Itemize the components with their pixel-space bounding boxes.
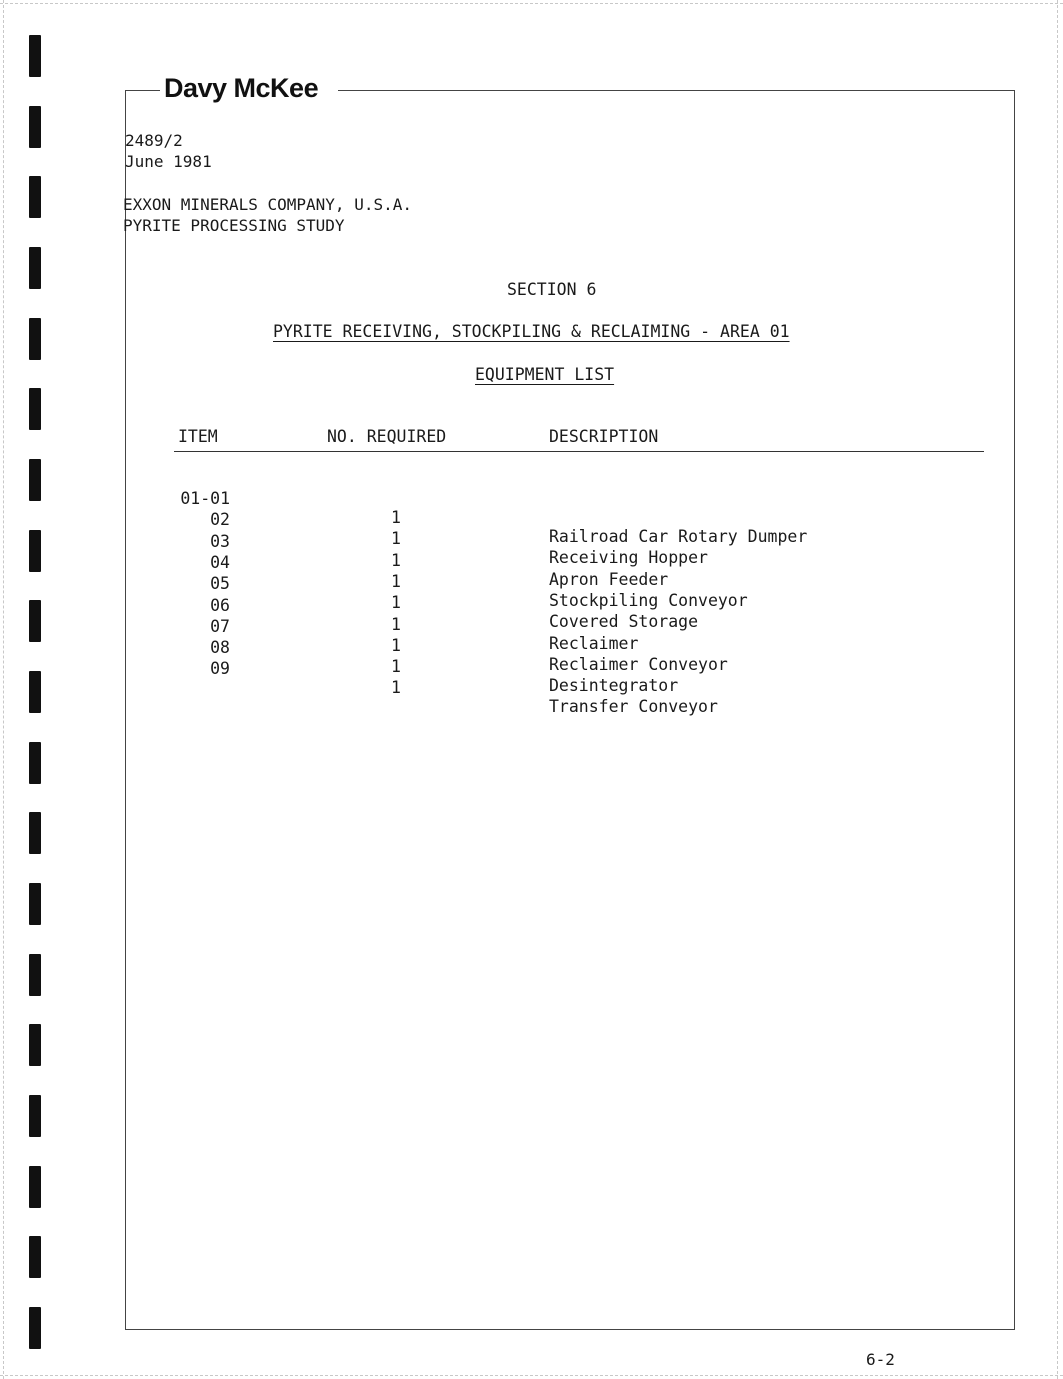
quantity-required: 1 — [391, 657, 401, 677]
column-header-no-required: NO. REQUIRED — [327, 427, 447, 446]
binder-hole — [29, 954, 41, 996]
item-number: 04 — [210, 552, 230, 572]
table-header-rule — [174, 451, 984, 452]
binder-hole — [29, 812, 41, 854]
item-number: 02 — [210, 510, 230, 530]
item-description: Apron Feeder — [549, 569, 669, 589]
binder-hole — [29, 176, 41, 218]
document-date: June 1981 — [125, 152, 212, 171]
quantity-required: 1 — [391, 529, 401, 549]
binder-hole — [29, 106, 41, 148]
item-description: Reclaimer — [549, 633, 639, 653]
quantity-required: 1 — [391, 678, 401, 698]
study-title: PYRITE PROCESSING STUDY — [123, 216, 345, 235]
item-description: Covered Storage — [549, 612, 699, 632]
binder-hole — [29, 35, 41, 77]
binder-hole — [29, 883, 41, 925]
column-header-description: DESCRIPTION — [549, 427, 659, 446]
binder-hole — [29, 247, 41, 289]
document-number: 2489/2 — [125, 131, 183, 150]
quantity-required: 1 — [391, 508, 401, 527]
item-description: Transfer Conveyor — [549, 697, 718, 717]
quantity-required: 1 — [391, 635, 401, 655]
item-description: Desintegrator — [549, 676, 679, 696]
item-number: 01-01 — [180, 489, 230, 508]
quantity-required: 1 — [391, 593, 401, 613]
item-number: 09 — [210, 659, 230, 679]
item-description: Reclaimer Conveyor — [549, 654, 728, 674]
item-description: Receiving Hopper — [549, 548, 708, 568]
binder-hole — [29, 318, 41, 360]
item-description: Stockpiling Conveyor — [549, 590, 748, 610]
frame-top-rule-left — [125, 90, 160, 91]
item-number: 06 — [210, 595, 230, 615]
binder-hole — [29, 742, 41, 784]
item-number: 08 — [210, 638, 230, 658]
section-label: SECTION 6 — [507, 280, 597, 299]
binder-hole — [29, 1095, 41, 1137]
quantity-required: 1 — [391, 571, 401, 591]
page-edge-top — [0, 3, 1063, 4]
binder-hole — [29, 388, 41, 430]
equipment-list-heading: EQUIPMENT LIST — [475, 365, 615, 384]
column-header-item: ITEM — [178, 427, 218, 446]
binder-hole — [29, 1307, 41, 1349]
frame-top-rule-right — [338, 90, 1015, 91]
item-number: 03 — [210, 531, 230, 551]
binder-hole — [29, 1236, 41, 1278]
binder-hole — [29, 1024, 41, 1066]
page-edge-right — [1057, 0, 1058, 1379]
item-number: 05 — [210, 574, 230, 594]
page-number: 6-2 — [866, 1350, 895, 1369]
section-title: PYRITE RECEIVING, STOCKPILING & RECLAIMING - AREA 01 — [273, 322, 790, 341]
quantity-required: 1 — [391, 550, 401, 570]
company-logo: Davy McKee — [164, 73, 319, 103]
item-number: 07 — [210, 616, 230, 636]
binder-hole — [29, 1166, 41, 1208]
item-description: Railroad Car Rotary Dumper — [549, 527, 808, 546]
quantity-required: 1 — [391, 614, 401, 634]
page-edge-bottom — [0, 1375, 1063, 1376]
client-company: EXXON MINERALS COMPANY, U.S.A. — [123, 195, 412, 214]
